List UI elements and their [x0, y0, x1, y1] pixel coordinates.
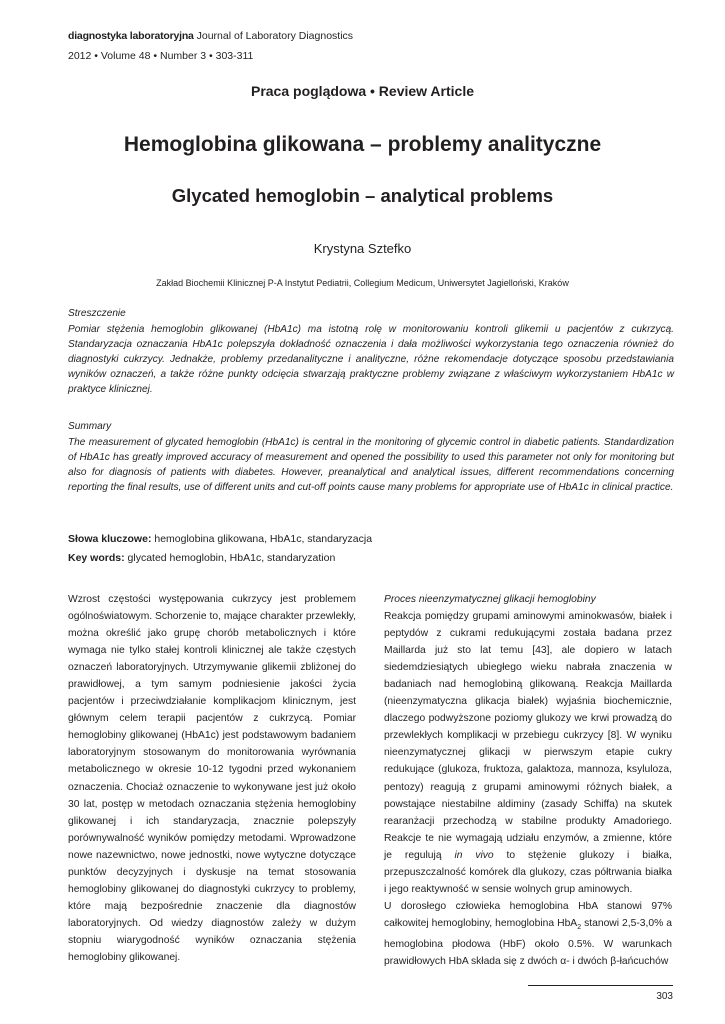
abstract-pl [68, 306, 674, 397]
keywords-en [68, 552, 674, 564]
article-type: Praca poglądowa • Review Article [250, 83, 474, 99]
body-column-right [384, 591, 672, 970]
page-number: 303 [656, 991, 673, 1002]
journal-brand: diagnostyka laboratoryjna [68, 30, 194, 42]
abstract-pl-text: Pomiar stężenia hemoglobin glikowanej (HbA1c) ma istotną rolę w monitorowaniu kontroli glikemii u pacjentów z cukrzycą. Standaryzacja oznaczania HbA1c polepszyła dokładność oznaczenia i dała możliwości wykorzystania tego oznaczenia również do diagnostyki cukrzycy. Jednakże, problemy przedanalityczne i analityczne, różne rekomendacje dotyczące sposobu przedstawiania wyników oznaczeń, a także różne punkty odcięcia stwarzają praktyczne problemy związane z właściwym wykorzystaniem HbA1c w praktyce klinicznej. [68, 324, 674, 395]
body-right-paragraph-2 [384, 898, 672, 970]
keywords-pl-label: Słowa kluczowe: [68, 533, 152, 545]
body-left-paragraph: Wzrost częstości występowania cukrzycy jest problemem ogólnoświatowym. Schorzenie to, mające charakter przewlekły, można określić jako grupę chorób metabolicznych i które wymaga nie tylko stałej kontroli klinicznej ale także częstych oznaczeń laboratoryjnych. Utrzymywanie glikemii zbliżonej do prawidłowej, a tym samym podniesienie jakości życia pacjentów i przeciwdziałanie komplikacjom klinicznym, jest głównym celem terapii pacjentów z cukrzycą. Pomiar hemoglobiny glikowanej (HbA1c) jest podstawowym badaniem laboratoryjnym stosowanym do monitorowania wyrównania metabolicznego w okresie 10-12 tygodni przed wykonaniem oznaczenia. Chociaż oznaczenie to wykonywane jest już około 30 lat, postęp w metodach oznaczania stężenia hemoglobiny glikowanej i ich standaryzacja, znacznie polepszyły porównywalność wyników pomiędzy metodami. Wprowadzone nowe nazewnictwo, nowe jednostki, nowe wytyczne dotyczące punktów decyzyjnych i dyskusje na temat stosowania hemoglobiny glikowanej do diagnostyki cukrzycy to problemy, które mają bezpośrednie znaczenie dla diagnostów laboratoryjnych. Od wiedzy diagnostów zależy w dużym stopniu wiarygodność wyników oznaczania stężenia hemoglobiny glikowanej. [68, 594, 356, 963]
abstract-en-text: The measurement of glycated hemoglobin (HbA1c) is central in the monitoring of glycemic control in diabetic patients. Standardization of HbA1c has greatly improved accuracy of measurement and opened the possibility to used this parameter not only for monitoring but also for diagnosis of patients with diabetes. However, preanalytical and analytical issues, different recommendations concerning reporting the final results, use of different units and cut-off points cause many problems for appropriate use of HbA1c in clinical practice. [68, 437, 674, 493]
journal-citation: 2012 • Volume 48 • Number 3 • 303-311 [68, 50, 254, 62]
keywords-pl [68, 533, 674, 545]
abstract-pl-heading: Streszczenie [68, 308, 126, 319]
body-right-p2-part-b: stanowi 2,5-3,0% a hemoglobina płodowa (HbF) około 0.5%. W warunkach prawidłowych HbA składa się z dwóch α- i dwóch β-łańcuchów [384, 917, 673, 968]
keywords-pl-value: hemoglobina glikowana, HbA1c, standaryzacja [151, 533, 373, 545]
keywords-en-label: Key words: [68, 552, 125, 564]
keywords-en-value: glycated hemoglobin, HbA1c, standaryzation [124, 552, 336, 564]
article-affiliation: Zakład Biochemii Klinicznej P-A Instytut Pediatrii, Collegium Medicum, Uniwersytet Jagielloński, Kraków [156, 278, 569, 288]
journal-header [68, 30, 353, 42]
abstract-en [68, 419, 674, 495]
article-title-en: Glycated hemoglobin – analytical problems [171, 185, 554, 206]
article-author: Krystyna Sztefko [313, 241, 412, 256]
article-title-pl: Hemoglobina glikowana – problemy analityczne [123, 133, 602, 156]
body-right-p2-part-a: U dorosłego człowieka hemoglobina HbA stanowi 97% całkowitej hemoglobiny, hemoglobina HbA [384, 900, 672, 929]
journal-name: Journal of Laboratory Diagnostics [196, 30, 354, 42]
hba2-subscript: 2 [577, 923, 582, 931]
footer-rule [528, 985, 673, 986]
body-right-p1-part-a: Reakcja pomiędzy grupami aminowymi aminokwasów, białek i peptydów z cukrami redukującymi została badana przez Maillarda już sto lat temu [43], ale dopiero w latach siedemdziesiątych ubiegłego wieku nabrała znaczenia w badaniach nad hemoglobiną glikowaną. Reakcja Maillarda (nieenzymatyczna glikacja białek) wyjaśnia biochemicznie, dlaczego podwyższone poziomy glukozy we krwi prowadzą do przewlekłych komplikacji w przebiegu cukrzycy [8]. W wyniku nieenzymatycznej glikacji w pierwszym etapie cukry redukujące (glukoza, fruktoza, galaktoza, mannoza, ksyluloza, pentozy) reagują z grupami aminowymi różnych białek, a powstające niestabilne aldiminy (zasady Schiffa) na skutek rearanżacji przechodzą w stabilne produkty Amadoriego. Reakcje te nie wymagają udziału enzymów, a zmienne, które je regulują [384, 611, 672, 861]
body-right-paragraph-1 [384, 608, 672, 898]
abstract-en-heading: Summary [68, 421, 112, 432]
body-column-left [68, 591, 356, 966]
section-heading: Proces nieenzymatycznej glikacji hemoglobiny [384, 594, 596, 605]
in-vivo-term: in vivo [454, 849, 494, 861]
body-right-p1-part-b: to stężenie glukozy i białka, przepuszczalność komórek dla glukozy, czas półtrwania białka i jego reaktywność w sensie wolnych grup aminowych. [384, 849, 673, 895]
